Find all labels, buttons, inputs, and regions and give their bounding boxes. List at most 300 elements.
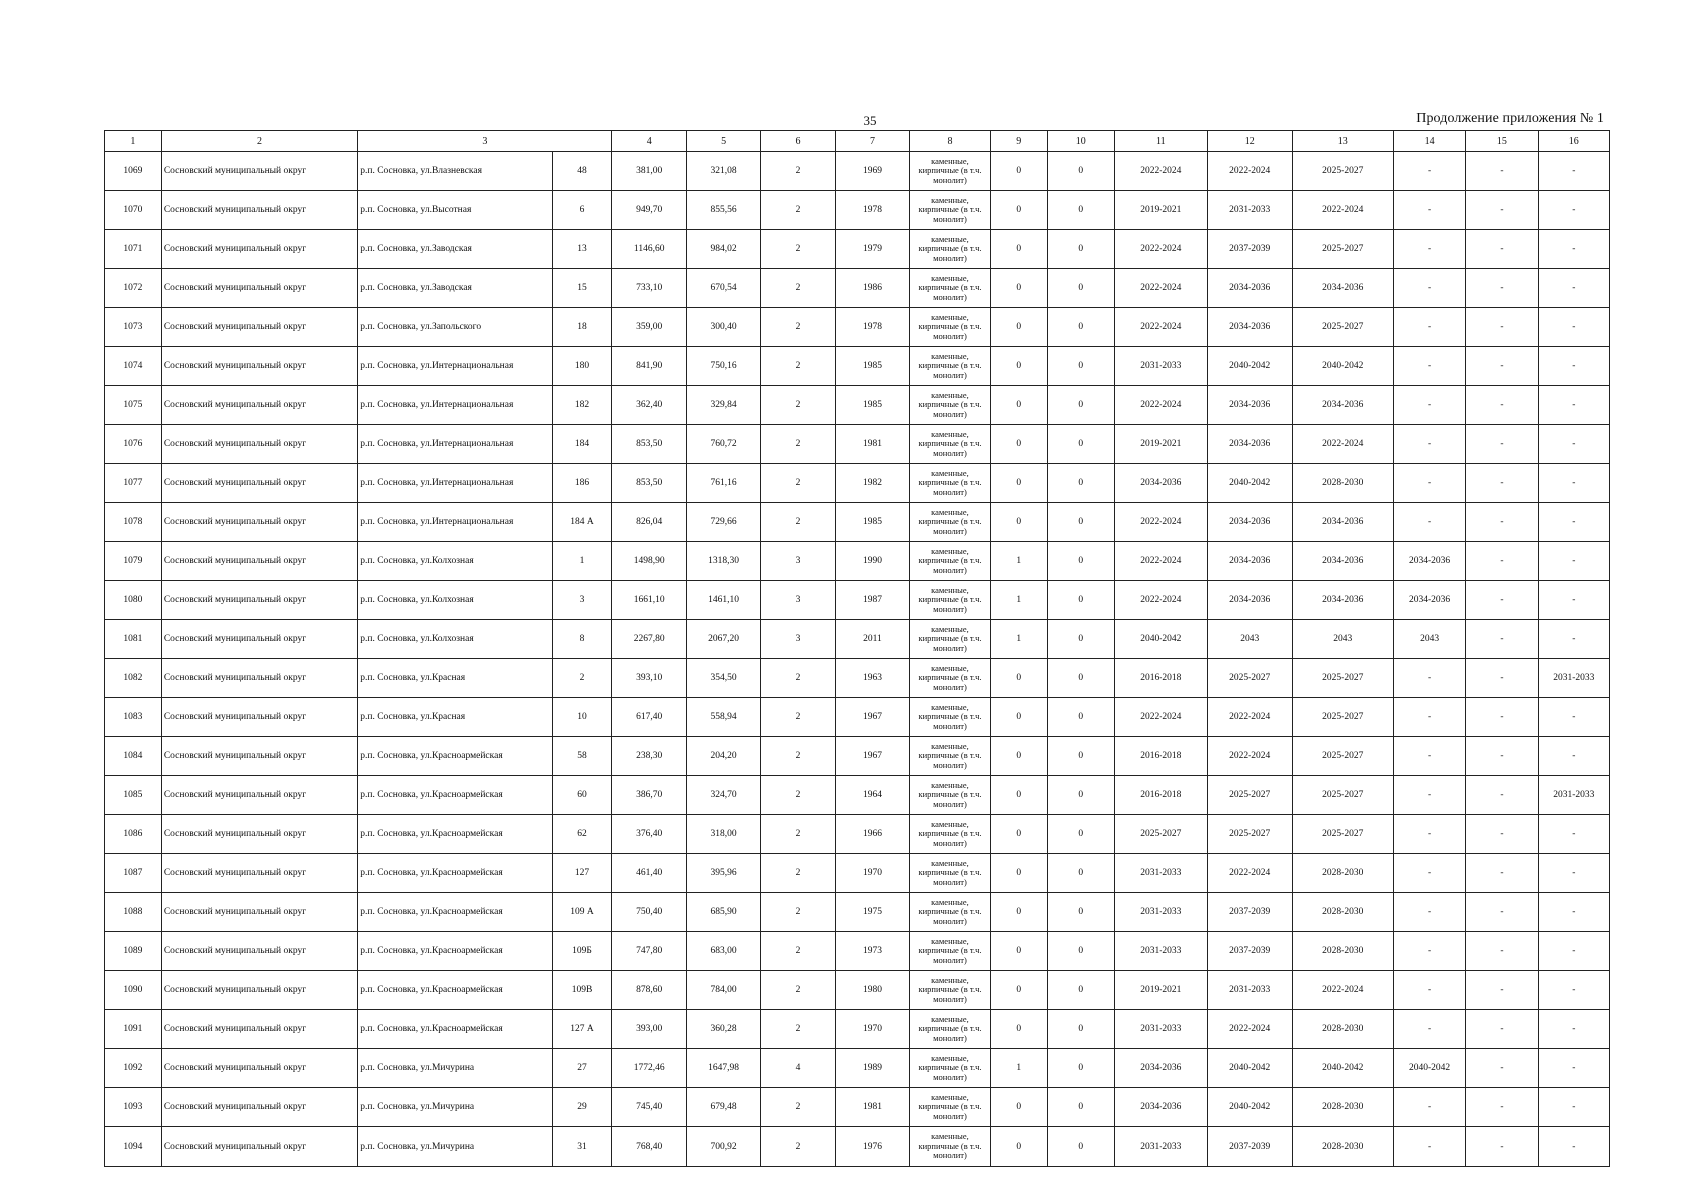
row-number-cell: 1090 — [105, 971, 162, 1010]
column-header: 12 — [1207, 131, 1292, 152]
period-11-cell: 2019-2021 — [1114, 425, 1207, 464]
flag-10-cell: 0 — [1047, 1127, 1114, 1167]
column-header: 11 — [1114, 131, 1207, 152]
wall-material-cell: каменные, кирпичные (в т.ч. монолит) — [910, 464, 991, 503]
living-area-cell: 300,40 — [686, 308, 760, 347]
wall-material-cell: каменные, кирпичные (в т.ч. монолит) — [910, 971, 991, 1010]
period-16-cell: - — [1538, 386, 1609, 425]
street-address-cell: р.п. Сосновка, ул.Заводская — [358, 269, 552, 308]
period-16-cell: 2031-2033 — [1538, 659, 1609, 698]
flag-9-cell: 1 — [990, 620, 1047, 659]
municipality-cell: Сосновский муниципальный округ — [161, 269, 357, 308]
living-area-cell: 2067,20 — [686, 620, 760, 659]
table-row — [105, 698, 1610, 737]
period-13-cell: 2025-2027 — [1292, 815, 1393, 854]
period-14-cell: - — [1393, 230, 1465, 269]
period-15-cell: - — [1466, 971, 1538, 1010]
period-15-cell: - — [1466, 503, 1538, 542]
house-number-cell: 18 — [552, 308, 612, 347]
period-12-cell: 2034-2036 — [1207, 425, 1292, 464]
period-16-cell: - — [1538, 932, 1609, 971]
period-12-cell: 2022-2024 — [1207, 737, 1292, 776]
period-11-cell: 2031-2033 — [1114, 347, 1207, 386]
period-13-cell: 2025-2027 — [1292, 776, 1393, 815]
period-12-cell: 2022-2024 — [1207, 152, 1292, 191]
period-13-cell: 2028-2030 — [1292, 893, 1393, 932]
house-number-cell: 1 — [552, 542, 612, 581]
period-13-cell: 2022-2024 — [1292, 191, 1393, 230]
house-number-cell: 184 — [552, 425, 612, 464]
period-12-cell: 2037-2039 — [1207, 893, 1292, 932]
period-15-cell: - — [1466, 1010, 1538, 1049]
period-13-cell: 2034-2036 — [1292, 386, 1393, 425]
period-11-cell: 2022-2024 — [1114, 386, 1207, 425]
period-15-cell: - — [1466, 1088, 1538, 1127]
house-number-cell: 2 — [552, 659, 612, 698]
period-15-cell: - — [1466, 191, 1538, 230]
table-row — [105, 932, 1610, 971]
build-year-cell: 1964 — [835, 776, 909, 815]
period-13-cell: 2028-2030 — [1292, 1088, 1393, 1127]
build-year-cell: 1975 — [835, 893, 909, 932]
period-15-cell: - — [1466, 347, 1538, 386]
flag-10-cell: 0 — [1047, 854, 1114, 893]
total-area-cell: 949,70 — [612, 191, 686, 230]
period-15-cell: - — [1466, 854, 1538, 893]
house-number-cell: 60 — [552, 776, 612, 815]
living-area-cell: 683,00 — [686, 932, 760, 971]
period-13-cell: 2025-2027 — [1292, 659, 1393, 698]
period-16-cell: - — [1538, 620, 1609, 659]
housing-registry-table — [104, 130, 1610, 1167]
house-number-cell: 31 — [552, 1127, 612, 1167]
total-area-cell: 381,00 — [612, 152, 686, 191]
house-number-cell: 10 — [552, 698, 612, 737]
flag-9-cell: 0 — [990, 464, 1047, 503]
period-14-cell: - — [1393, 152, 1465, 191]
period-14-cell: - — [1393, 893, 1465, 932]
street-address-cell: р.п. Сосновка, ул.Колхозная — [358, 542, 552, 581]
period-11-cell: 2022-2024 — [1114, 503, 1207, 542]
column-header: 13 — [1292, 131, 1393, 152]
period-13-cell: 2025-2027 — [1292, 230, 1393, 269]
street-address-cell: р.п. Сосновка, ул.Интернациональная — [358, 503, 552, 542]
wall-material-cell: каменные, кирпичные (в т.ч. монолит) — [910, 581, 991, 620]
period-12-cell: 2022-2024 — [1207, 854, 1292, 893]
total-area-cell: 747,80 — [612, 932, 686, 971]
table-row — [105, 854, 1610, 893]
period-14-cell: - — [1393, 932, 1465, 971]
municipality-cell: Сосновский муниципальный округ — [161, 815, 357, 854]
floors-cell: 2 — [761, 425, 835, 464]
table-row — [105, 191, 1610, 230]
row-number-cell: 1089 — [105, 932, 162, 971]
build-year-cell: 1990 — [835, 542, 909, 581]
period-16-cell: - — [1538, 464, 1609, 503]
period-15-cell: - — [1466, 269, 1538, 308]
period-13-cell: 2025-2027 — [1292, 308, 1393, 347]
period-14-cell: - — [1393, 269, 1465, 308]
municipality-cell: Сосновский муниципальный округ — [161, 386, 357, 425]
municipality-cell: Сосновский муниципальный округ — [161, 581, 357, 620]
flag-10-cell: 0 — [1047, 737, 1114, 776]
period-11-cell: 2034-2036 — [1114, 1088, 1207, 1127]
municipality-cell: Сосновский муниципальный округ — [161, 542, 357, 581]
flag-10-cell: 0 — [1047, 152, 1114, 191]
flag-10-cell: 0 — [1047, 1010, 1114, 1049]
column-header: 2 — [161, 131, 357, 152]
column-header: 7 — [835, 131, 909, 152]
living-area-cell: 1461,10 — [686, 581, 760, 620]
street-address-cell: р.п. Сосновка, ул.Заводская — [358, 230, 552, 269]
wall-material-cell: каменные, кирпичные (в т.ч. монолит) — [910, 269, 991, 308]
flag-10-cell: 0 — [1047, 776, 1114, 815]
flag-9-cell: 0 — [990, 347, 1047, 386]
flag-9-cell: 0 — [990, 503, 1047, 542]
house-number-cell: 127 — [552, 854, 612, 893]
row-number-cell: 1074 — [105, 347, 162, 386]
period-15-cell: - — [1466, 893, 1538, 932]
table-row — [105, 776, 1610, 815]
period-13-cell: 2025-2027 — [1292, 698, 1393, 737]
table-row — [105, 737, 1610, 776]
period-15-cell: - — [1466, 464, 1538, 503]
period-15-cell: - — [1466, 152, 1538, 191]
period-16-cell: - — [1538, 152, 1609, 191]
row-number-cell: 1094 — [105, 1127, 162, 1167]
period-16-cell: - — [1538, 425, 1609, 464]
row-number-cell: 1083 — [105, 698, 162, 737]
street-address-cell: р.п. Сосновка, ул.Красноармейская — [358, 1010, 552, 1049]
living-area-cell: 750,16 — [686, 347, 760, 386]
period-15-cell: - — [1466, 425, 1538, 464]
column-header: 16 — [1538, 131, 1609, 152]
table-body — [105, 152, 1610, 1167]
row-number-cell: 1084 — [105, 737, 162, 776]
table-row — [105, 503, 1610, 542]
period-14-cell: - — [1393, 503, 1465, 542]
period-15-cell: - — [1466, 1127, 1538, 1167]
build-year-cell: 1982 — [835, 464, 909, 503]
period-11-cell: 2022-2024 — [1114, 542, 1207, 581]
build-year-cell: 1985 — [835, 347, 909, 386]
flag-9-cell: 0 — [990, 971, 1047, 1010]
street-address-cell: р.п. Сосновка, ул.Красная — [358, 698, 552, 737]
living-area-cell: 321,08 — [686, 152, 760, 191]
row-number-cell: 1085 — [105, 776, 162, 815]
total-area-cell: 617,40 — [612, 698, 686, 737]
floors-cell: 2 — [761, 308, 835, 347]
build-year-cell: 1981 — [835, 425, 909, 464]
period-12-cell: 2034-2036 — [1207, 581, 1292, 620]
table-row — [105, 269, 1610, 308]
table-header — [105, 131, 1610, 152]
period-12-cell: 2022-2024 — [1207, 1010, 1292, 1049]
wall-material-cell: каменные, кирпичные (в т.ч. монолит) — [910, 1127, 991, 1167]
period-11-cell: 2019-2021 — [1114, 191, 1207, 230]
row-number-cell: 1080 — [105, 581, 162, 620]
total-area-cell: 768,40 — [612, 1127, 686, 1167]
period-13-cell: 2022-2024 — [1292, 971, 1393, 1010]
build-year-cell: 1970 — [835, 854, 909, 893]
total-area-cell: 745,40 — [612, 1088, 686, 1127]
period-11-cell: 2031-2033 — [1114, 1010, 1207, 1049]
living-area-cell: 679,48 — [686, 1088, 760, 1127]
period-14-cell: - — [1393, 1088, 1465, 1127]
street-address-cell: р.п. Сосновка, ул.Красноармейская — [358, 854, 552, 893]
flag-10-cell: 0 — [1047, 386, 1114, 425]
period-15-cell: - — [1466, 386, 1538, 425]
wall-material-cell: каменные, кирпичные (в т.ч. монолит) — [910, 347, 991, 386]
house-number-cell: 109Б — [552, 932, 612, 971]
column-number-row — [105, 131, 1610, 152]
wall-material-cell: каменные, кирпичные (в т.ч. монолит) — [910, 659, 991, 698]
house-number-cell: 27 — [552, 1049, 612, 1088]
wall-material-cell: каменные, кирпичные (в т.ч. монолит) — [910, 230, 991, 269]
total-area-cell: 878,60 — [612, 971, 686, 1010]
build-year-cell: 1963 — [835, 659, 909, 698]
municipality-cell: Сосновский муниципальный округ — [161, 776, 357, 815]
period-14-cell: 2034-2036 — [1393, 581, 1465, 620]
period-14-cell: - — [1393, 386, 1465, 425]
row-number-cell: 1082 — [105, 659, 162, 698]
period-12-cell: 2034-2036 — [1207, 269, 1292, 308]
period-11-cell: 2019-2021 — [1114, 971, 1207, 1010]
appendix-title: Продолжение приложения № 1 — [1416, 111, 1604, 126]
floors-cell: 2 — [761, 152, 835, 191]
build-year-cell: 1985 — [835, 503, 909, 542]
municipality-cell: Сосновский муниципальный округ — [161, 932, 357, 971]
column-header: 4 — [612, 131, 686, 152]
flag-9-cell: 0 — [990, 308, 1047, 347]
table-row — [105, 1127, 1610, 1167]
living-area-cell: 1647,98 — [686, 1049, 760, 1088]
municipality-cell: Сосновский муниципальный округ — [161, 152, 357, 191]
row-number-cell: 1093 — [105, 1088, 162, 1127]
period-14-cell: 2043 — [1393, 620, 1465, 659]
period-16-cell: 2031-2033 — [1538, 776, 1609, 815]
build-year-cell: 1970 — [835, 1010, 909, 1049]
flag-10-cell: 0 — [1047, 347, 1114, 386]
flag-9-cell: 0 — [990, 932, 1047, 971]
period-15-cell: - — [1466, 620, 1538, 659]
period-14-cell: - — [1393, 464, 1465, 503]
floors-cell: 2 — [761, 386, 835, 425]
living-area-cell: 354,50 — [686, 659, 760, 698]
floors-cell: 3 — [761, 581, 835, 620]
period-16-cell: - — [1538, 698, 1609, 737]
municipality-cell: Сосновский муниципальный округ — [161, 620, 357, 659]
municipality-cell: Сосновский муниципальный округ — [161, 737, 357, 776]
table-row — [105, 971, 1610, 1010]
table-row — [105, 230, 1610, 269]
street-address-cell: р.п. Сосновка, ул.Красноармейская — [358, 776, 552, 815]
total-area-cell: 853,50 — [612, 425, 686, 464]
period-11-cell: 2025-2027 — [1114, 815, 1207, 854]
total-area-cell: 362,40 — [612, 386, 686, 425]
street-address-cell: р.п. Сосновка, ул.Мичурина — [358, 1088, 552, 1127]
period-13-cell: 2022-2024 — [1292, 425, 1393, 464]
period-13-cell: 2028-2030 — [1292, 464, 1393, 503]
period-12-cell: 2034-2036 — [1207, 386, 1292, 425]
table-row — [105, 815, 1610, 854]
period-11-cell: 2031-2033 — [1114, 1127, 1207, 1167]
wall-material-cell: каменные, кирпичные (в т.ч. монолит) — [910, 1010, 991, 1049]
period-16-cell: - — [1538, 1088, 1609, 1127]
flag-10-cell: 0 — [1047, 971, 1114, 1010]
flag-9-cell: 0 — [990, 854, 1047, 893]
table-row — [105, 386, 1610, 425]
period-13-cell: 2043 — [1292, 620, 1393, 659]
wall-material-cell: каменные, кирпичные (в т.ч. монолит) — [910, 1049, 991, 1088]
total-area-cell: 1772,46 — [612, 1049, 686, 1088]
house-number-cell: 109 А — [552, 893, 612, 932]
wall-material-cell: каменные, кирпичные (в т.ч. монолит) — [910, 1088, 991, 1127]
period-15-cell: - — [1466, 659, 1538, 698]
flag-10-cell: 0 — [1047, 698, 1114, 737]
flag-9-cell: 0 — [990, 1127, 1047, 1167]
row-number-cell: 1081 — [105, 620, 162, 659]
municipality-cell: Сосновский муниципальный округ — [161, 893, 357, 932]
total-area-cell: 359,00 — [612, 308, 686, 347]
street-address-cell: р.п. Сосновка, ул.Влазневская — [358, 152, 552, 191]
street-address-cell: р.п. Сосновка, ул.Мичурина — [358, 1127, 552, 1167]
wall-material-cell: каменные, кирпичные (в т.ч. монолит) — [910, 932, 991, 971]
period-12-cell: 2037-2039 — [1207, 1127, 1292, 1167]
period-11-cell: 2016-2018 — [1114, 659, 1207, 698]
flag-9-cell: 0 — [990, 152, 1047, 191]
house-number-cell: 8 — [552, 620, 612, 659]
floors-cell: 2 — [761, 269, 835, 308]
living-area-cell: 324,70 — [686, 776, 760, 815]
period-12-cell: 2025-2027 — [1207, 776, 1292, 815]
period-11-cell: 2031-2033 — [1114, 932, 1207, 971]
flag-9-cell: 1 — [990, 1049, 1047, 1088]
row-number-cell: 1069 — [105, 152, 162, 191]
build-year-cell: 1989 — [835, 1049, 909, 1088]
period-16-cell: - — [1538, 815, 1609, 854]
flag-10-cell: 0 — [1047, 308, 1114, 347]
street-address-cell: р.п. Сосновка, ул.Интернациональная — [358, 464, 552, 503]
flag-9-cell: 0 — [990, 230, 1047, 269]
period-13-cell: 2034-2036 — [1292, 581, 1393, 620]
municipality-cell: Сосновский муниципальный округ — [161, 1088, 357, 1127]
flag-10-cell: 0 — [1047, 542, 1114, 581]
period-12-cell: 2034-2036 — [1207, 308, 1292, 347]
build-year-cell: 1979 — [835, 230, 909, 269]
street-address-cell: р.п. Сосновка, ул.Красноармейская — [358, 932, 552, 971]
row-number-cell: 1072 — [105, 269, 162, 308]
wall-material-cell: каменные, кирпичные (в т.ч. монолит) — [910, 308, 991, 347]
period-13-cell: 2040-2042 — [1292, 347, 1393, 386]
flag-10-cell: 0 — [1047, 191, 1114, 230]
house-number-cell: 109В — [552, 971, 612, 1010]
total-area-cell: 376,40 — [612, 815, 686, 854]
period-14-cell: - — [1393, 737, 1465, 776]
column-header: 10 — [1047, 131, 1114, 152]
period-16-cell: - — [1538, 893, 1609, 932]
municipality-cell: Сосновский муниципальный округ — [161, 347, 357, 386]
build-year-cell: 1986 — [835, 269, 909, 308]
column-header: 9 — [990, 131, 1047, 152]
period-15-cell: - — [1466, 698, 1538, 737]
wall-material-cell: каменные, кирпичные (в т.ч. монолит) — [910, 542, 991, 581]
period-14-cell: - — [1393, 191, 1465, 230]
flag-9-cell: 1 — [990, 542, 1047, 581]
table-row — [105, 893, 1610, 932]
period-14-cell: - — [1393, 659, 1465, 698]
period-16-cell: - — [1538, 854, 1609, 893]
flag-9-cell: 0 — [990, 269, 1047, 308]
total-area-cell: 238,30 — [612, 737, 686, 776]
street-address-cell: р.п. Сосновка, ул.Красная — [358, 659, 552, 698]
street-address-cell: р.п. Сосновка, ул.Красноармейская — [358, 737, 552, 776]
floors-cell: 2 — [761, 698, 835, 737]
floors-cell: 2 — [761, 347, 835, 386]
period-11-cell: 2022-2024 — [1114, 308, 1207, 347]
flag-9-cell: 0 — [990, 815, 1047, 854]
street-address-cell: р.п. Сосновка, ул.Красноармейская — [358, 971, 552, 1010]
house-number-cell: 48 — [552, 152, 612, 191]
period-12-cell: 2022-2024 — [1207, 698, 1292, 737]
flag-9-cell: 1 — [990, 581, 1047, 620]
period-15-cell: - — [1466, 815, 1538, 854]
period-11-cell: 2031-2033 — [1114, 854, 1207, 893]
flag-10-cell: 0 — [1047, 230, 1114, 269]
total-area-cell: 393,10 — [612, 659, 686, 698]
living-area-cell: 761,16 — [686, 464, 760, 503]
column-header: 15 — [1466, 131, 1538, 152]
flag-10-cell: 0 — [1047, 503, 1114, 542]
period-12-cell: 2040-2042 — [1207, 347, 1292, 386]
row-number-cell: 1071 — [105, 230, 162, 269]
period-11-cell: 2034-2036 — [1114, 1049, 1207, 1088]
flag-10-cell: 0 — [1047, 893, 1114, 932]
house-number-cell: 186 — [552, 464, 612, 503]
street-address-cell: р.п. Сосновка, ул.Красноармейская — [358, 815, 552, 854]
floors-cell: 2 — [761, 1010, 835, 1049]
wall-material-cell: каменные, кирпичные (в т.ч. монолит) — [910, 698, 991, 737]
period-16-cell: - — [1538, 971, 1609, 1010]
living-area-cell: 558,94 — [686, 698, 760, 737]
living-area-cell: 1318,30 — [686, 542, 760, 581]
total-area-cell: 2267,80 — [612, 620, 686, 659]
living-area-cell: 729,66 — [686, 503, 760, 542]
period-14-cell: - — [1393, 425, 1465, 464]
flag-10-cell: 0 — [1047, 620, 1114, 659]
living-area-cell: 670,54 — [686, 269, 760, 308]
period-16-cell: - — [1538, 737, 1609, 776]
build-year-cell: 1966 — [835, 815, 909, 854]
total-area-cell: 841,90 — [612, 347, 686, 386]
living-area-cell: 395,96 — [686, 854, 760, 893]
municipality-cell: Сосновский муниципальный округ — [161, 659, 357, 698]
row-number-cell: 1073 — [105, 308, 162, 347]
build-year-cell: 2011 — [835, 620, 909, 659]
period-15-cell: - — [1466, 737, 1538, 776]
period-13-cell: 2034-2036 — [1292, 269, 1393, 308]
period-11-cell: 2022-2024 — [1114, 581, 1207, 620]
row-number-cell: 1079 — [105, 542, 162, 581]
table-row — [105, 1010, 1610, 1049]
period-13-cell: 2034-2036 — [1292, 542, 1393, 581]
build-year-cell: 1978 — [835, 191, 909, 230]
period-11-cell: 2016-2018 — [1114, 776, 1207, 815]
period-15-cell: - — [1466, 581, 1538, 620]
flag-10-cell: 0 — [1047, 932, 1114, 971]
period-13-cell: 2034-2036 — [1292, 503, 1393, 542]
build-year-cell: 1976 — [835, 1127, 909, 1167]
